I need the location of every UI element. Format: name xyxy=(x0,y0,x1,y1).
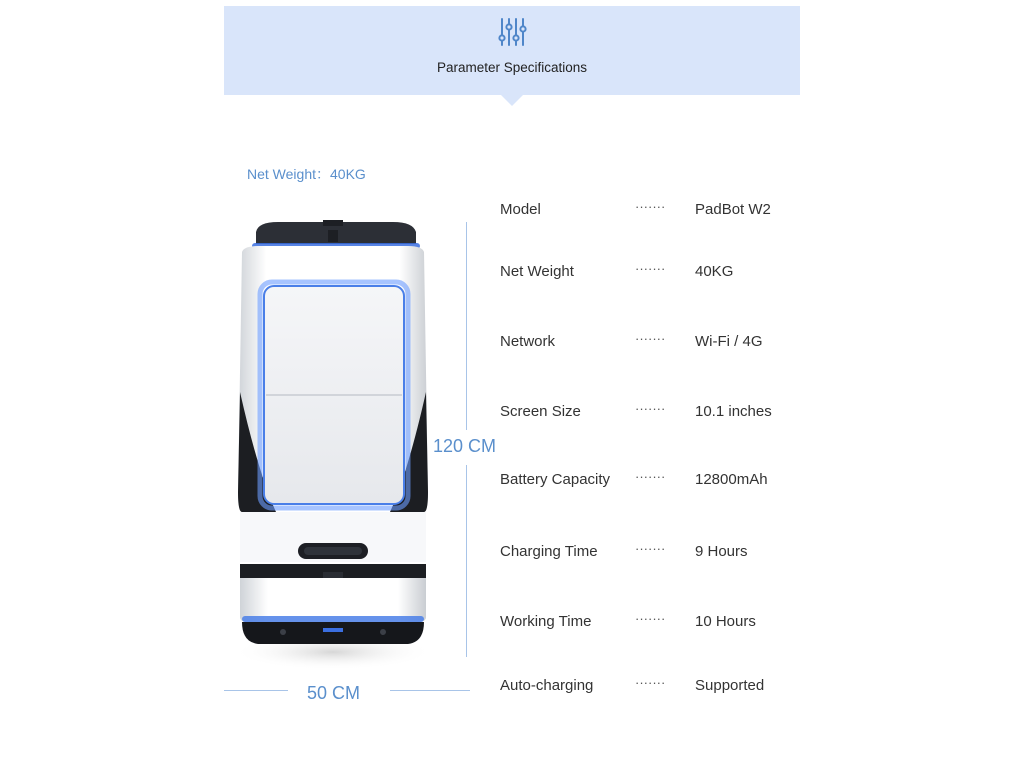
width-dimension-line-left xyxy=(224,690,288,691)
spec-row-network xyxy=(500,333,800,353)
width-dimension-label: 50 CM xyxy=(307,683,361,703)
spec-row-working-time xyxy=(500,613,800,633)
spec-value: 10 Hours xyxy=(695,613,756,630)
spec-dots: ······· xyxy=(635,261,666,276)
spec-label: Auto-charging xyxy=(500,677,594,694)
height-dimension-line-top xyxy=(466,222,467,430)
spec-row-auto-charging xyxy=(500,677,800,697)
spec-value: PadBot W2 xyxy=(695,201,771,218)
height-dimension-label: 120 CM xyxy=(433,436,497,456)
spec-row-screen-size xyxy=(500,403,800,423)
spec-label: Model xyxy=(500,201,541,218)
banner-pointer xyxy=(501,95,523,106)
spec-label: Charging Time xyxy=(500,543,598,560)
page-title: Parameter Specifications xyxy=(436,60,588,75)
sliders-icon xyxy=(497,17,527,47)
spec-value: 9 Hours xyxy=(695,543,748,560)
spec-value: 10.1 inches xyxy=(695,403,772,420)
spec-dots: ······· xyxy=(635,401,666,416)
spec-label: Net Weight xyxy=(500,263,574,280)
height-dimension-line-bottom xyxy=(466,465,467,657)
spec-value: 12800mAh xyxy=(695,471,768,488)
spec-row-net-weight xyxy=(500,263,800,283)
spec-dots: ······· xyxy=(635,331,666,346)
spec-dots: ······· xyxy=(635,199,666,214)
spec-label: Working Time xyxy=(500,613,592,630)
spec-value: Supported xyxy=(695,677,765,694)
spec-value: Wi-Fi / 4G xyxy=(695,333,763,350)
spec-dots: ······· xyxy=(635,675,666,690)
spec-dots: ······· xyxy=(635,611,666,626)
spec-row-charging-time xyxy=(500,543,800,563)
spec-label: Battery Capacity xyxy=(500,471,611,488)
spec-dots: ······· xyxy=(635,541,666,556)
spec-row-model xyxy=(500,201,800,221)
spec-label: Network xyxy=(500,333,556,350)
net-weight-caption: Net Weight：40KG xyxy=(247,166,366,182)
spec-dots: ······· xyxy=(635,469,666,484)
spec-row-battery-capacity xyxy=(500,471,800,491)
width-dimension-line-right xyxy=(390,690,470,691)
spec-value: 40KG xyxy=(695,263,734,280)
robot-illustration xyxy=(228,212,438,672)
spec-label: Screen Size xyxy=(500,403,581,420)
